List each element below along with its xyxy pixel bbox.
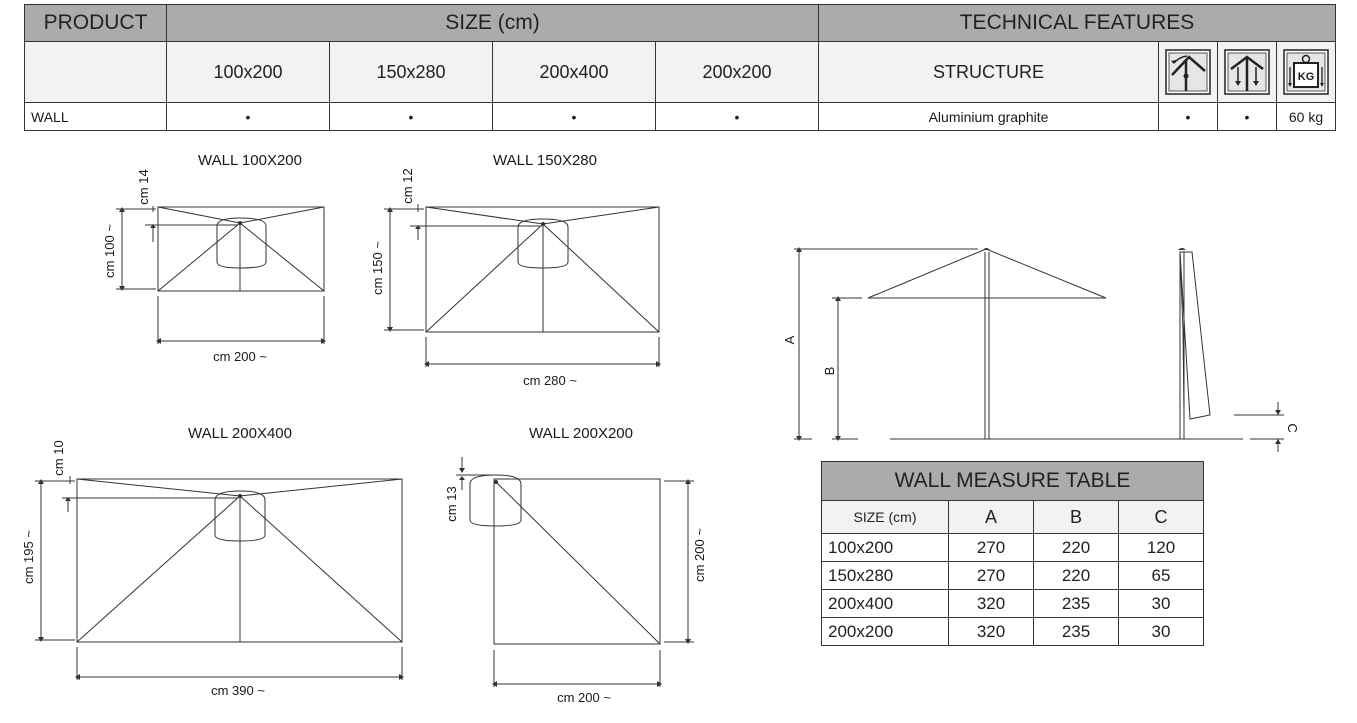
technical-features-header: TECHNICAL FEATURES — [819, 5, 1336, 42]
table-cell: 235 — [1034, 618, 1119, 646]
umbrella-side-view — [794, 249, 1284, 452]
offset-dimension: cm 14 — [136, 169, 151, 205]
width-dimension: cm 200 ~ — [213, 349, 267, 364]
table-cell: 235 — [1034, 590, 1119, 618]
table-cell: 270 — [949, 534, 1034, 562]
measure-table-title-row — [822, 462, 1204, 501]
size-mark: • — [330, 103, 493, 131]
weight-value: 60 kg — [1277, 103, 1336, 131]
offset-dimension: cm 10 — [51, 440, 66, 476]
width-dimension: cm 280 ~ — [523, 373, 577, 388]
height-dimension: cm 195 ~ — [21, 530, 36, 584]
size-col-200x400: 200x400 — [493, 42, 656, 103]
wall-measure-table — [821, 461, 1204, 646]
column-header: B — [1034, 501, 1119, 534]
column-header: A — [949, 501, 1034, 534]
measure-table-title: WALL MEASURE TABLE — [822, 462, 1204, 501]
product-name: WALL — [25, 103, 167, 131]
size-col-100x200: 100x200 — [167, 42, 330, 103]
drawing-title: WALL 150X280 — [493, 152, 597, 169]
column-header: C — [1119, 501, 1204, 534]
structure-header: STRUCTURE — [819, 42, 1159, 103]
table-row — [822, 562, 1204, 590]
width-dimension: cm 200 ~ — [557, 690, 611, 705]
feature-mark: • — [1159, 103, 1218, 131]
kg-label: KG — [1297, 71, 1315, 83]
table-cell: 270 — [949, 562, 1034, 590]
table-cell: 150x280 — [822, 562, 949, 590]
table-cell: 320 — [949, 590, 1034, 618]
height-dimension: cm 100 ~ — [102, 224, 117, 278]
drawing-wall-100x200 — [116, 206, 324, 344]
measure-table-header-row — [822, 501, 1204, 534]
size-mark: • — [493, 103, 656, 131]
table-cell: 200x400 — [822, 590, 949, 618]
size-mark: • — [167, 103, 330, 131]
offset-dimension: cm 13 — [444, 486, 459, 522]
table-cell: 65 — [1119, 562, 1204, 590]
size-col-150x280: 150x280 — [330, 42, 493, 103]
height-dimension: cm 150 ~ — [370, 241, 385, 295]
feature-mark: • — [1218, 103, 1277, 131]
offset-dimension: cm 12 — [400, 168, 415, 204]
table-cell: 220 — [1034, 562, 1119, 590]
width-dimension: cm 390 ~ — [211, 683, 265, 698]
structure-value: Aluminium graphite — [819, 103, 1159, 131]
table-cell: 320 — [949, 618, 1034, 646]
product-header: PRODUCT — [25, 5, 167, 42]
table-cell: 30 — [1119, 590, 1204, 618]
table-cell: 100x200 — [822, 534, 949, 562]
drawing-title: WALL 200X400 — [188, 425, 292, 442]
dimension-label-b: B — [822, 366, 837, 376]
drawing-wall-200x200 — [456, 457, 694, 687]
drawing-wall-200x400 — [35, 476, 402, 680]
drawing-wall-150x280 — [384, 204, 659, 367]
size-mark: • — [656, 103, 819, 131]
table-row — [822, 618, 1204, 646]
height-dimension: cm 200 ~ — [692, 528, 707, 582]
drawing-title: WALL 100X200 — [198, 152, 302, 169]
size-header: SIZE (cm) — [167, 5, 819, 42]
table-row — [822, 534, 1204, 562]
column-header: SIZE (cm) — [822, 501, 949, 534]
drawing-title: WALL 200X200 — [529, 425, 633, 442]
dimension-label-a: A — [782, 335, 797, 345]
table-cell: 120 — [1119, 534, 1204, 562]
dimension-label-c: C — [1285, 423, 1300, 433]
table-cell: 30 — [1119, 618, 1204, 646]
size-col-200x200: 200x200 — [656, 42, 819, 103]
table-row — [822, 590, 1204, 618]
table-cell: 200x200 — [822, 618, 949, 646]
table-cell: 220 — [1034, 534, 1119, 562]
